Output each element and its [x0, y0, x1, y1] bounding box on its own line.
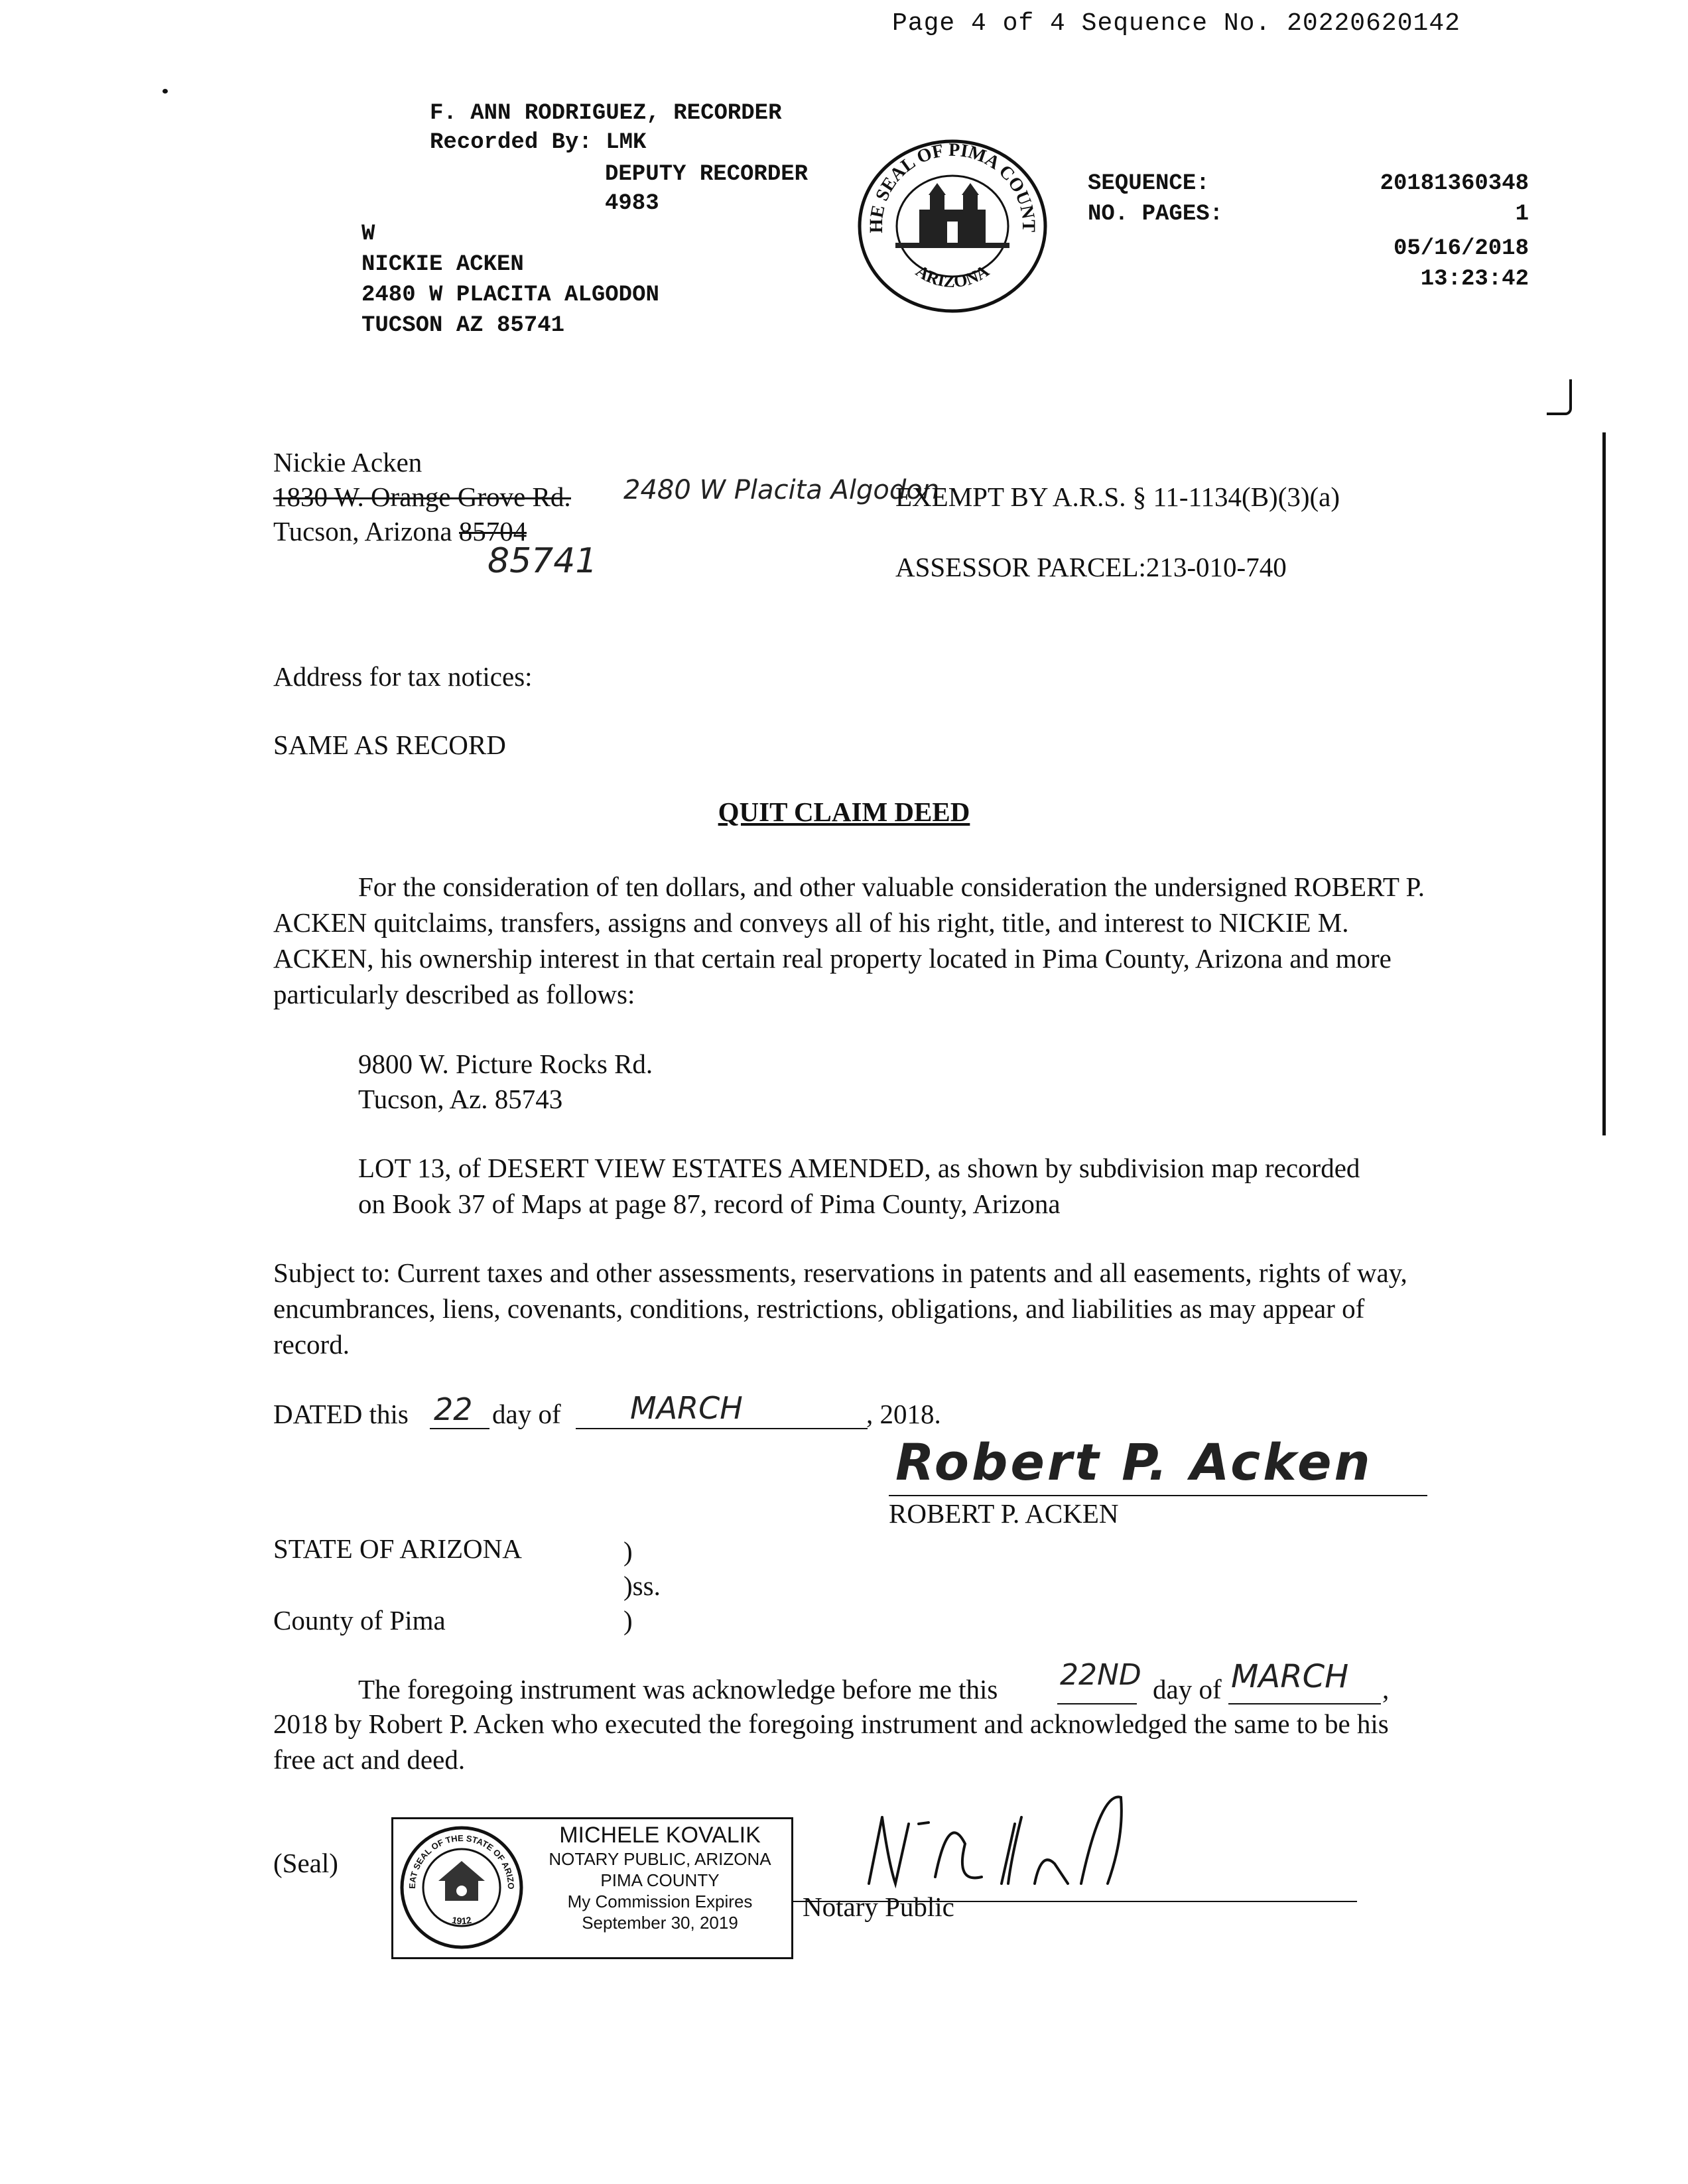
- dated-prefix: DATED this: [273, 1399, 409, 1429]
- svg-text:1912: [451, 1915, 472, 1927]
- pima-county-seal: [856, 137, 1049, 316]
- exempt-statute: EXEMPT BY A.R.S. § 11-1134(B)(3)(a): [895, 482, 1340, 512]
- grantee-new-street-handwritten: 2480 W Placita Algodon: [623, 475, 940, 505]
- seal-label: (Seal): [273, 1848, 338, 1878]
- assessor-parcel: ASSESSOR PARCEL:213-010-740: [895, 552, 1287, 582]
- grantee-name: Nickie Acken: [273, 447, 422, 478]
- grantee-old-street: [273, 479, 571, 515]
- property-address-line1: 9800 W. Picture Rocks Rd.: [358, 1049, 653, 1079]
- az-seal-year: 1912: [450, 1914, 473, 1927]
- corner-mark: [1547, 379, 1572, 415]
- consideration-paragraph: For the consideration of ten dollars, and other valuable consideration the undersigned ROBERT P. ACKEN quitclaims, transfers, assigns and conveys all of his right, title, and interest to NICKIE M. ACKEN, his ownership interest in that certain real property located in Pima County, Arizona and more particularly described as follows:: [273, 871, 1425, 1009]
- notary-county: PIMA COUNTY: [600, 1870, 720, 1890]
- grantee-old-street-text: 1830 W. Orange Grove Rd.: [273, 482, 571, 512]
- notary-stamp-text: [529, 1822, 791, 1933]
- grantor-printed-name: ROBERT P. ACKEN: [889, 1498, 1119, 1529]
- notary-name: MICHELE KOVALIK: [559, 1823, 761, 1848]
- legal-description: LOT 13, of DESERT VIEW ESTATES AMENDED, as shown by subdivision map recorded on Book 37 of Maps at page 87, record of Pima County, Arizona: [358, 1153, 1360, 1219]
- ack-mid: day of: [1153, 1674, 1222, 1704]
- mission-building-icon: [895, 183, 1009, 248]
- ack-month-line: [1228, 1703, 1381, 1704]
- recorder-number: 4983: [605, 191, 659, 216]
- ack-body: 2018 by Robert P. Acken who executed the foregoing instrument and acknowledged the same to be his free act and deed.: [273, 1708, 1389, 1775]
- notary-stamp: [391, 1817, 793, 1959]
- ack-prefix: The foregoing instrument was acknowledge before me this: [358, 1674, 998, 1704]
- venue-ss: )ss.: [623, 1571, 661, 1601]
- venue-county: County of Pima: [273, 1605, 446, 1636]
- ack-month: MARCH: [1231, 1658, 1349, 1695]
- pages-value: 1: [1515, 202, 1529, 227]
- sequence-value: 20181360348: [1380, 171, 1529, 196]
- az-seal-shield-icon: [438, 1861, 485, 1901]
- tax-notice-label: Address for tax notices:: [273, 661, 533, 692]
- dated-day: 22: [434, 1391, 473, 1427]
- notary-label: Notary Public: [803, 1892, 954, 1922]
- deputy-recorder: DEPUTY RECORDER: [605, 162, 809, 187]
- az-seal-text: EAT SEAL OF THE STATE OF ARIZO: [407, 1832, 517, 1890]
- seal-top-text: HE SEAL OF PIMA COUNT: [866, 139, 1039, 233]
- notary-expires-date: September 30, 2019: [582, 1913, 738, 1933]
- return-street: 2480 W PLACITA ALGODON: [361, 283, 659, 308]
- property-address-line2: Tucson, Az. 85743: [358, 1084, 563, 1114]
- dated-month-line: [576, 1428, 868, 1429]
- recorded-by: Recorded By: LMK: [430, 130, 647, 155]
- dated-month: MARCH: [630, 1390, 743, 1426]
- recorder-name: F. ANN RODRIGUEZ, RECORDER: [430, 101, 782, 126]
- recording-time: 13:23:42: [1420, 267, 1529, 292]
- grantee-old-zip: 85704: [458, 516, 527, 546]
- recording-date: 05/16/2018: [1393, 236, 1529, 261]
- venue-paren-1: ): [623, 1536, 633, 1567]
- grantor-signature: Robert P. Acken: [895, 1433, 1373, 1492]
- grantee-new-zip-handwritten: 85741: [487, 541, 598, 581]
- dated-day-line: [430, 1428, 489, 1429]
- ack-day: 22ND: [1060, 1658, 1141, 1692]
- margin-bar: [1602, 432, 1606, 1135]
- recorder-code: W: [361, 222, 375, 247]
- grantee-city-text: Tucson, Arizona: [273, 516, 452, 546]
- venue-state: STATE OF ARIZONA: [273, 1533, 522, 1564]
- ack-day-line: [1057, 1703, 1137, 1704]
- dated-mid: day of: [492, 1399, 561, 1429]
- seal-bottom-text: ARIZONA: [912, 261, 993, 292]
- document-title: QUIT CLAIM DEED: [718, 797, 970, 827]
- subject-to-clause: Subject to: Current taxes and other assessments, reservations in patents and all easements, rights of way, encumbrances, liens, covenants, conditions, restrictions, obligations, and liabilities as may appear of record.: [273, 1257, 1407, 1360]
- page-sequence-header: Page 4 of 4 Sequence No. 20220620142: [892, 9, 1461, 38]
- ack-comma: ,: [1382, 1674, 1390, 1704]
- arizona-state-seal: [399, 1825, 525, 1951]
- return-name: NICKIE ACKEN: [361, 252, 524, 277]
- scan-speck: [162, 89, 168, 94]
- notary-title: NOTARY PUBLIC, ARIZONA: [549, 1849, 771, 1869]
- venue-paren-2: ): [623, 1605, 633, 1636]
- sequence-label: SEQUENCE:: [1088, 171, 1210, 196]
- notary-expires-label: My Commission Expires: [567, 1892, 753, 1911]
- notary-signature: [856, 1784, 1167, 1903]
- return-city: TUCSON AZ 85741: [361, 313, 565, 338]
- dated-suffix: , 2018.: [866, 1399, 941, 1429]
- svg-text:ARIZONA: [913, 261, 993, 292]
- tax-notice-value: SAME AS RECORD: [273, 730, 506, 760]
- pages-label: NO. PAGES:: [1088, 202, 1224, 227]
